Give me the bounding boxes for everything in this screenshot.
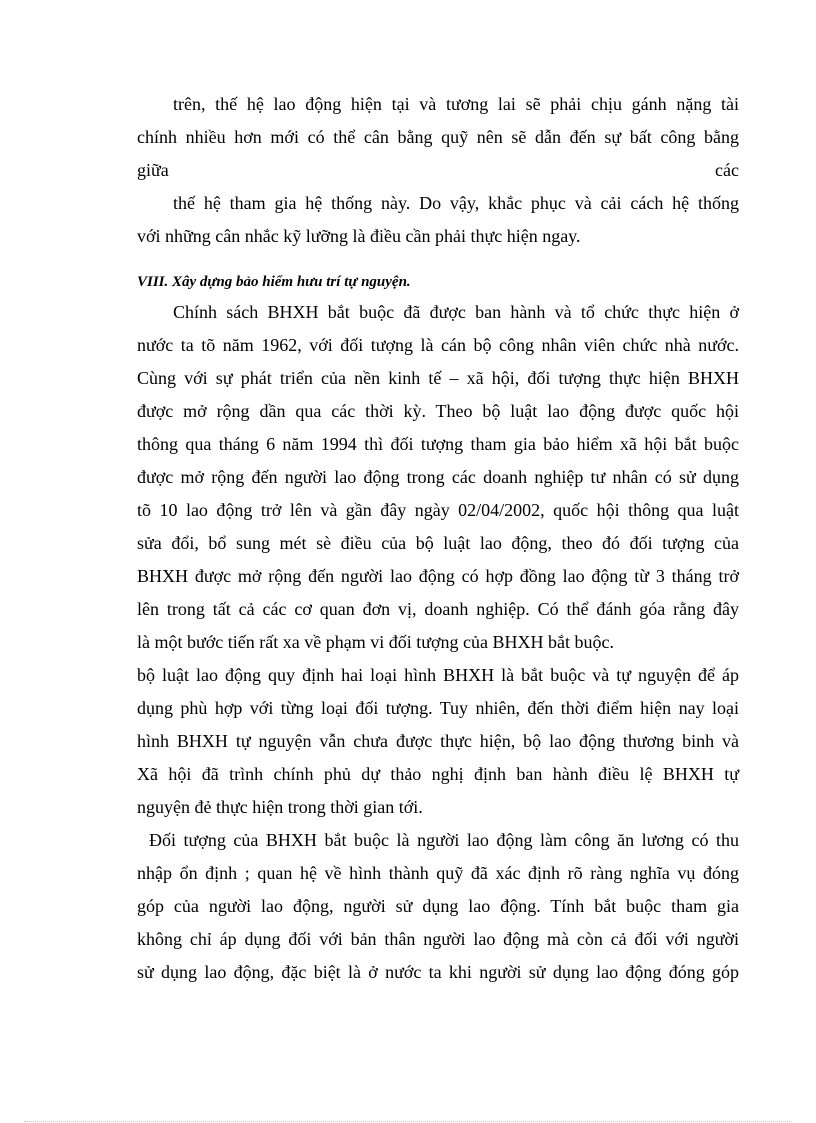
text-line: với những cân nhắc kỹ lưỡng là điều cần phải thực hiện ngay.	[137, 226, 581, 246]
text-line: tõ 10 lao động trở lên và gần đây ngày 02/04/2002, quốc hội thông qua luật	[137, 500, 739, 520]
text-line: nhập ổn định ; quan hệ về hình thành quỹ đã xác định rõ ràng nghĩa vụ đóng	[137, 863, 739, 883]
text-line: Đối tượng của BHXH bắt buộc là người lao động làm công ăn lương có thu	[149, 830, 739, 850]
text-line: Chính sách BHXH bắt buộc đã được ban hành và tổ chức thực hiện ở	[173, 302, 739, 322]
text-line: được mở rộng dần qua các thời kỳ. Theo bộ luật lao động được quốc hội	[137, 401, 739, 421]
text-line: bộ luật lao động quy định hai loại hình BHXH là bắt buộc và tự nguyện để áp	[137, 665, 739, 685]
text-line: trên, thế hệ lao động hiện tại và tương lai sẽ phải chịu gánh nặng tài	[173, 94, 739, 114]
text-line: Xã hội đã trình chính phủ dự thảo nghị định ban hành điều lệ BHXH tự	[137, 764, 739, 784]
text-line: lên trong tất cả các cơ quan đơn vị, doanh nghiệp. Có thể đánh góa rằng đây	[137, 599, 739, 619]
text-line-split	[137, 154, 739, 187]
section-body	[137, 296, 739, 989]
text-line: không chỉ áp dụng đối với bản thân người lao động mà còn cả đối với người	[137, 929, 739, 949]
text-line: Cùng với sự phát triển của nền kinh tế – xã hội, đối tượng thực hiện BHXH	[137, 368, 739, 388]
continuation-paragraph	[137, 88, 739, 253]
text-line: BHXH được mở rộng đến người lao động có hợp đồng lao động từ 3 tháng trở	[137, 566, 739, 586]
text-line: được mở rộng đến người lao động trong các doanh nghiệp tư nhân có sử dụng	[137, 467, 739, 487]
text-line: thế hệ tham gia hệ thống này. Do vậy, khắc phục và cải cách hệ thống	[173, 193, 739, 213]
text-line: góp của người lao động, người sử dụng lao động. Tính bắt buộc tham gia	[137, 896, 739, 916]
text-line: sử dụng lao động, đặc biệt là ở nước ta khi người sử dụng lao động đóng góp	[137, 962, 739, 982]
page-bottom-divider	[24, 1121, 792, 1122]
text-line: thông qua tháng 6 năm 1994 thì đối tượng tham gia bảo hiểm xã hội bắt buộc	[137, 434, 739, 454]
section-heading: VIII. Xây dựng bảo hiểm hưu trí tự nguyện.	[137, 274, 411, 290]
split-word-left: giữa	[137, 160, 169, 180]
text-line: nguyện đẻ thực hiện trong thời gian tới.	[137, 797, 423, 817]
text-line: nước ta tõ năm 1962, với đối tượng là cán bộ công nhân viên chức nhà nước.	[137, 335, 739, 355]
text-line: là một bước tiến rất xa về phạm vi đối tượng của BHXH bắt buộc.	[137, 632, 614, 652]
text-line: sửa đổi, bổ sung mét sè điều của bộ luật lao động, theo đó đối tượng của	[137, 533, 739, 553]
text-line: chính nhiều hơn mới có thể cân bằng quỹ nên sẽ dẫn đến sự bất công bằng	[137, 127, 739, 147]
split-word-right: các	[715, 160, 739, 180]
text-line: dụng phù hợp với từng loại đối tượng. Tuy nhiên, đến thời điểm hiện nay loại	[137, 698, 739, 718]
text-line: hình BHXH tự nguyện vẫn chưa được thực hiện, bộ lao động thương binh và	[137, 731, 739, 751]
